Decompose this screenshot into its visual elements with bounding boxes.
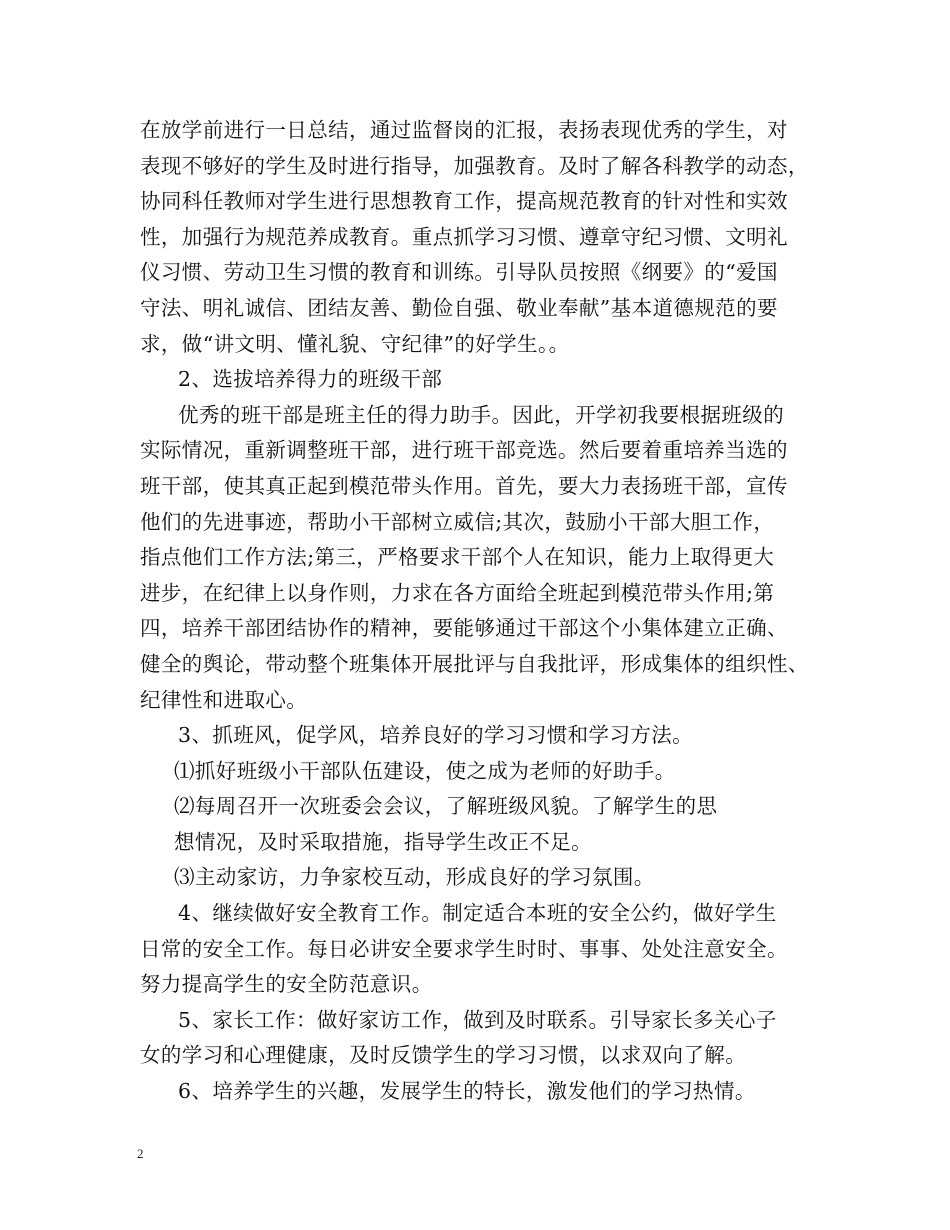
- text-line: 健全的舆论，带动整个班集体开展批评与自我批评，形成集体的组织性、: [140, 651, 809, 676]
- text-line: 指点他们工作方法;第三，严格要求干部个人在知识，能力上取得更大: [140, 545, 775, 570]
- text-line: 守法、明礼诚信、团结友善、勤俭自强、敬业奉献”基本道德规范的要: [140, 295, 778, 320]
- text-line: 仪习惯、劳动卫生习惯的教育和训练。引导队员按照《纲要》的“爱国: [140, 260, 778, 285]
- list-item-continuation: 想情况，及时采取措施，指导学生改正不足。: [174, 829, 592, 854]
- list-item: ⑶主动家访，力争家校互动，形成良好的学习氛围。: [174, 865, 655, 890]
- section-heading: 5、家长工作：做好家访工作，做到及时联系。引导家长多关心子: [178, 1007, 777, 1032]
- section-heading: 6、培养学生的兴趣，发展学生的特长，激发他们的学习热情。: [178, 1079, 756, 1104]
- section-heading: 2、选拔培养得力的班级干部: [178, 367, 443, 392]
- text-line: 努力提高学生的安全防范意识。: [140, 972, 433, 997]
- list-item: ⑵每周召开一次班委会会议，了解班级风貌。了解学生的思: [174, 794, 718, 819]
- text-line: 他们的先进事迹，帮助小干部树立威信;其次，鼓励小干部大胆工作，: [140, 509, 775, 534]
- text-line: 性，加强行为规范养成教育。重点抓学习习惯、遵章守纪习惯、文明礼: [140, 224, 788, 249]
- text-line: 协同科任教师对学生进行思想教育工作，提高规范教育的针对性和实效: [140, 189, 788, 214]
- list-item: ⑴抓好班级小干部队伍建设，使之成为老师的好助手。: [174, 758, 676, 783]
- text-line: 纪律性和进取心。: [140, 687, 308, 712]
- text-line: 进步，在纪律上以身作则，力求在各方面给全班起到模范带头作用;第: [140, 580, 775, 605]
- text-line: 求，做“讲文明、懂礼貌、守纪律”的好学生。。: [140, 331, 570, 356]
- document-body: [140, 113, 840, 1110]
- page-number: 2: [137, 1146, 144, 1161]
- text-line: 日常的安全工作。每日必讲安全要求学生时时、事事、处处注意安全。: [140, 936, 788, 961]
- text-line: 在放学前进行一日总结，通过监督岗的汇报，表扬表现优秀的学生，对: [140, 118, 788, 142]
- text-line: 班干部，使其真正起到模范带头作用。首先，要大力表扬班干部，宣传: [140, 473, 788, 498]
- paragraph-start: 优秀的班干部是班主任的得力助手。因此，开学初我要根据班级的: [178, 402, 785, 427]
- text-line: 表现不够好的学生及时进行指导，加强教育。及时了解各科教学的动态，: [140, 153, 809, 178]
- text-line: 四，培养干部团结协作的精神，要能够通过干部这个小集体建立正确、: [140, 616, 788, 641]
- section-heading: 4、继续做好安全教育工作。制定适合本班的安全公约，做好学生: [178, 901, 777, 926]
- text-line: 实际情况，重新调整班干部，进行班干部竞选。然后要着重培养当选的: [140, 438, 788, 463]
- text-line: 女的学习和心理健康，及时反馈学生的学习习惯，以求双向了解。: [140, 1043, 747, 1068]
- section-heading: 3、抓班风，促学风，培养良好的学习习惯和学习方法。: [178, 723, 694, 748]
